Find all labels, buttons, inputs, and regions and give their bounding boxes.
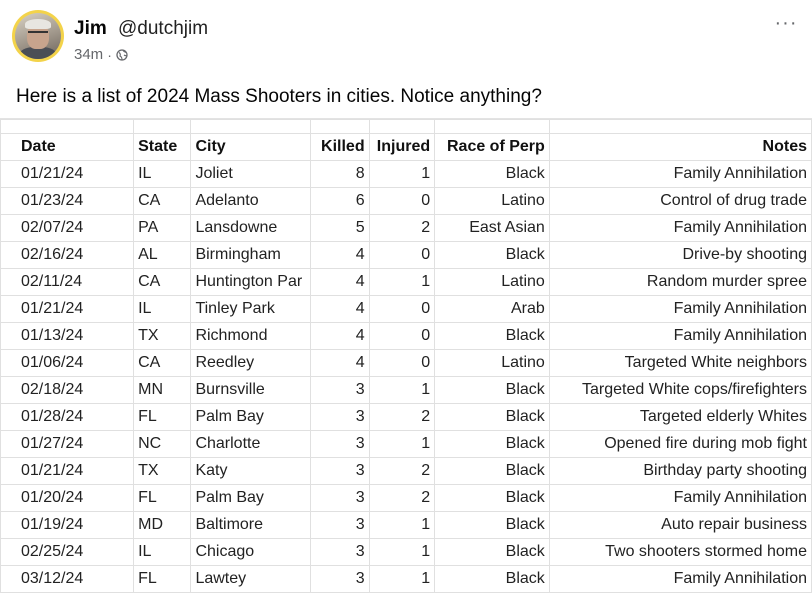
cell-killed: 3 — [311, 458, 369, 485]
cell-injured: 2 — [369, 215, 435, 242]
cell-injured: 1 — [369, 566, 435, 593]
cell-notes: Family Annihilation — [549, 296, 811, 323]
post-time[interactable]: 34m — [74, 46, 104, 63]
cell-notes: Targeted elderly Whites — [549, 404, 811, 431]
more-options-button[interactable]: ··· — [774, 12, 798, 34]
cell-city: Lansdowne — [191, 215, 311, 242]
cell-state: MN — [134, 377, 191, 404]
cell-city: Palm Bay — [191, 404, 311, 431]
cell-state: CA — [134, 350, 191, 377]
cell-state: TX — [134, 323, 191, 350]
cell-city: Charlotte — [191, 431, 311, 458]
cell-date: 01/06/24 — [1, 350, 134, 377]
cell-notes: Targeted White neighbors — [549, 350, 811, 377]
cell-city: Palm Bay — [191, 485, 311, 512]
cell-notes: Family Annihilation — [549, 215, 811, 242]
cell-date: 01/23/24 — [1, 188, 134, 215]
table-row — [1, 485, 812, 512]
cell-race: Latino — [435, 350, 550, 377]
table-row — [1, 242, 812, 269]
table-row — [1, 350, 812, 377]
cell-race: Black — [435, 323, 550, 350]
table-row — [1, 512, 812, 539]
table-header-row — [1, 134, 812, 161]
cell-killed: 4 — [311, 269, 369, 296]
cell-state: FL — [134, 404, 191, 431]
cell-state: CA — [134, 188, 191, 215]
cell-injured: 1 — [369, 269, 435, 296]
cell-race: Latino — [435, 269, 550, 296]
cell-notes: Targeted White cops/firefighters — [549, 377, 811, 404]
cell-race: East Asian — [435, 215, 550, 242]
cell-injured: 0 — [369, 188, 435, 215]
cell-race: Arab — [435, 296, 550, 323]
cell-city: Chicago — [191, 539, 311, 566]
table-row — [1, 458, 812, 485]
cell-notes: Birthday party shooting — [549, 458, 811, 485]
cell-injured: 1 — [369, 512, 435, 539]
cell-killed: 4 — [311, 296, 369, 323]
cell-injured: 2 — [369, 485, 435, 512]
cell-state: IL — [134, 296, 191, 323]
cell-state: PA — [134, 215, 191, 242]
cell-killed: 3 — [311, 431, 369, 458]
table-row — [1, 566, 812, 593]
table-row — [1, 269, 812, 296]
avatar-photo — [15, 13, 61, 59]
cell-killed: 4 — [311, 350, 369, 377]
cell-state: MD — [134, 512, 191, 539]
header-city: City — [191, 134, 311, 161]
post-text: Here is a list of 2024 Mass Shooters in cities. Notice anything? — [16, 86, 542, 107]
cell-injured: 1 — [369, 161, 435, 188]
cell-injured: 2 — [369, 458, 435, 485]
avatar[interactable] — [12, 10, 64, 62]
post-meta — [74, 46, 128, 63]
cell-state: FL — [134, 485, 191, 512]
cell-killed: 3 — [311, 404, 369, 431]
cell-date: 02/18/24 — [1, 377, 134, 404]
cell-injured: 0 — [369, 323, 435, 350]
cell-date: 01/28/24 — [1, 404, 134, 431]
cell-race: Black — [435, 377, 550, 404]
cell-city: Joliet — [191, 161, 311, 188]
cell-state: FL — [134, 566, 191, 593]
cell-race: Latino — [435, 188, 550, 215]
cell-state: TX — [134, 458, 191, 485]
meta-separator: · — [107, 46, 112, 63]
cell-city: Baltimore — [191, 512, 311, 539]
cell-notes: Auto repair business — [549, 512, 811, 539]
spreadsheet-image — [0, 118, 812, 600]
header-race: Race of Perp — [435, 134, 550, 161]
cell-killed: 8 — [311, 161, 369, 188]
cell-state: NC — [134, 431, 191, 458]
cell-injured: 1 — [369, 377, 435, 404]
header-date: Date — [1, 134, 134, 161]
cell-injured: 0 — [369, 350, 435, 377]
cell-notes: Family Annihilation — [549, 566, 811, 593]
cell-date: 01/21/24 — [1, 161, 134, 188]
cell-date: 01/21/24 — [1, 296, 134, 323]
cell-race: Black — [435, 404, 550, 431]
cell-date: 03/12/24 — [1, 566, 134, 593]
cell-date: 01/20/24 — [1, 485, 134, 512]
header-state: State — [134, 134, 191, 161]
cell-race: Black — [435, 242, 550, 269]
cell-race: Black — [435, 485, 550, 512]
cell-state: CA — [134, 269, 191, 296]
cell-city: Richmond — [191, 323, 311, 350]
cell-city: Adelanto — [191, 188, 311, 215]
cell-notes: Family Annihilation — [549, 323, 811, 350]
cell-city: Katy — [191, 458, 311, 485]
cell-killed: 3 — [311, 377, 369, 404]
cell-notes: Control of drug trade — [549, 188, 811, 215]
cell-injured: 2 — [369, 404, 435, 431]
cell-state: IL — [134, 161, 191, 188]
post-header — [12, 10, 800, 66]
cell-race: Black — [435, 458, 550, 485]
cell-notes: Family Annihilation — [549, 161, 811, 188]
table-row — [1, 296, 812, 323]
cell-killed: 5 — [311, 215, 369, 242]
cell-killed: 4 — [311, 242, 369, 269]
table-row — [1, 323, 812, 350]
cell-city: Reedley — [191, 350, 311, 377]
cell-race: Black — [435, 431, 550, 458]
globe-icon — [116, 49, 128, 61]
cell-killed: 4 — [311, 323, 369, 350]
table-row — [1, 377, 812, 404]
cell-city: Tinley Park — [191, 296, 311, 323]
cell-date: 02/16/24 — [1, 242, 134, 269]
header-injured: Injured — [369, 134, 435, 161]
cell-city: Huntington Par — [191, 269, 311, 296]
cell-notes: Family Annihilation — [549, 485, 811, 512]
cell-race: Black — [435, 161, 550, 188]
cell-killed: 3 — [311, 566, 369, 593]
cell-date: 01/21/24 — [1, 458, 134, 485]
table-row — [1, 539, 812, 566]
cell-injured: 0 — [369, 296, 435, 323]
cell-date: 02/11/24 — [1, 269, 134, 296]
cell-city: Birmingham — [191, 242, 311, 269]
cell-state: IL — [134, 539, 191, 566]
table-row — [1, 188, 812, 215]
cell-notes: Opened fire during mob fight — [549, 431, 811, 458]
cell-killed: 3 — [311, 485, 369, 512]
cell-killed: 6 — [311, 188, 369, 215]
cell-date: 02/25/24 — [1, 539, 134, 566]
shootings-table — [0, 119, 812, 593]
header-notes: Notes — [549, 134, 811, 161]
author-name[interactable]: Jim — [74, 18, 107, 39]
header-killed: Killed — [311, 134, 369, 161]
cell-state: AL — [134, 242, 191, 269]
cell-killed: 3 — [311, 512, 369, 539]
cell-city: Burnsville — [191, 377, 311, 404]
table-row — [1, 431, 812, 458]
cell-date: 01/19/24 — [1, 512, 134, 539]
cell-date: 01/13/24 — [1, 323, 134, 350]
cell-killed: 3 — [311, 539, 369, 566]
table-row — [1, 404, 812, 431]
cell-injured: 1 — [369, 431, 435, 458]
cell-notes: Two shooters stormed home — [549, 539, 811, 566]
table-row — [1, 161, 812, 188]
cell-date: 02/07/24 — [1, 215, 134, 242]
cell-notes: Random murder spree — [549, 269, 811, 296]
cell-injured: 1 — [369, 539, 435, 566]
cell-injured: 0 — [369, 242, 435, 269]
cell-city: Lawtey — [191, 566, 311, 593]
table-row — [1, 215, 812, 242]
cell-notes: Drive-by shooting — [549, 242, 811, 269]
author-handle[interactable]: @dutchjim — [118, 18, 209, 39]
cell-race: Black — [435, 512, 550, 539]
cell-race: Black — [435, 566, 550, 593]
cell-race: Black — [435, 539, 550, 566]
cell-date: 01/27/24 — [1, 431, 134, 458]
